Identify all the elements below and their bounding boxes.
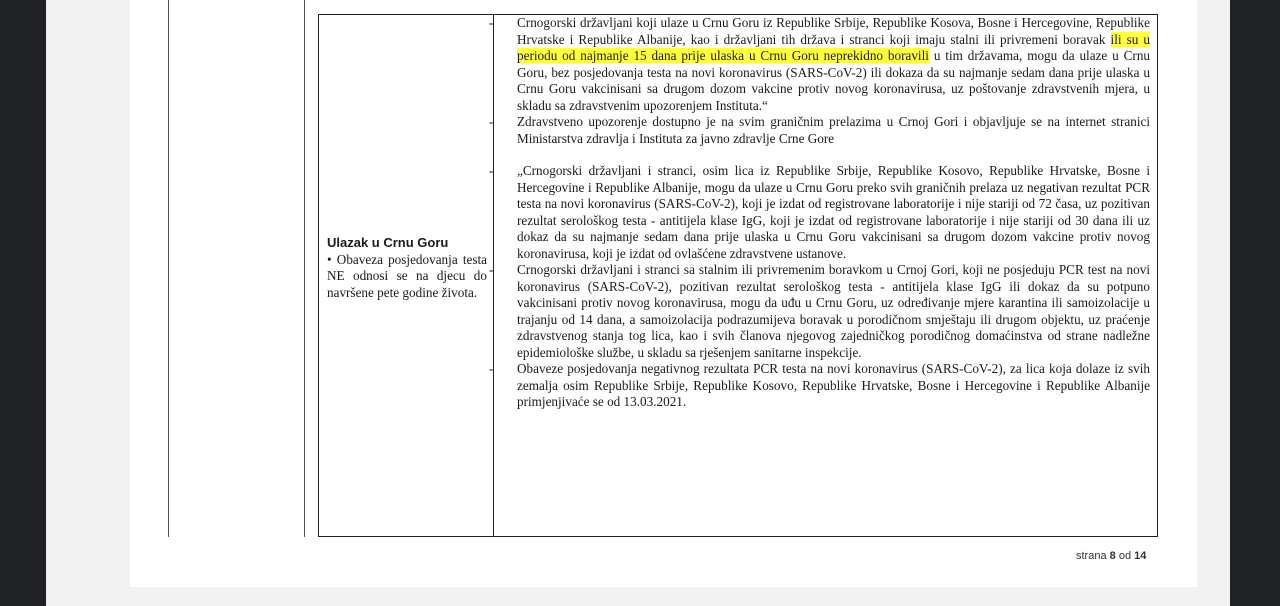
current-page: 8 [1109,550,1116,562]
list-item [489,262,1150,361]
list-item [489,114,1150,147]
category-title: Ulazak u Crnu Goru [327,235,449,250]
highlighted-text: ili su u periodu od najmanje 15 dana prije ulaska u Crnu Goru neprekidno boravili [517,31,1150,63]
item-text: u tim državama, mogu da ulaze u Crnu Goru, bez posjedovanja testa na novi koronavirus (SARS-CoV-2) ili dokaza da su najmanje sedam dana prije ulaska u Crnu Goru vakcinisani sa drugom dozom vakcine protiv novog koronavirusa, uz poštovanje zdravstvenih mjera, u skladu sa zdravstvenim upozorenjem Instituta.“ [517,48,1151,113]
dash-marker: - [489,114,494,129]
page-number-separator: od [1118,550,1132,562]
item-text: Obaveze posjedovanja negativnog rezultata PCR testa na novi koronavirus (SARS-CoV-2), za lica koja dolaze iz svih zemalja osim Republike Srbije, Republike Kosovo, Republike Hrvatske, Bosne i Hercegovine i Republike Albanije primjenjivaće se od 13.03.2021. [517,361,1150,409]
outer-table-left-border [168,0,169,537]
bullet-icon: • [327,251,332,267]
item-text: „Crnogorski državljani i stranci, osim lica iz Republike Srbije, Republike Kosovo, Republike Hrvatske, Bosne i Hercegovine i Republike Albanije, mogu da ulaze u Crnu Goru preko svih graničnih prelaza uz negativan rezultat PCR testa na novi koronavirus (SARS-CoV-2), koji je izdat od registrovane laboratorije i nije stariji od 72 časa, uz pozitivan rezultat serološkog testa - antitijela klase IgG, koji je izdat od registrovane laboratorije i nije stariji od 30 dana ili uz dokaz da su najmanje sedam dana prije ulaska u Crnu Goru vakcinisani sa drugom dozom vakcine protiv novog koronavirusa, koji je izdat od ovlašćene zdravstvene ustanove. [517,163,1150,261]
category-note [327,252,487,302]
category-note-text: Obaveza posjedovanja testa NE odnosi se na djecu do navršene pete godine života. [327,251,488,300]
dash-marker: - [489,163,494,178]
page-number-prefix: strana [1076,550,1107,562]
item-text: Zdravstveno upozorenje dostupno je na svim graničnim prelazima u Crnoj Gori i objavljuje se na internet stranici Ministarstva zdravlja i Instituta za javno zdravlje Crne Gore [517,114,1150,146]
list-item [489,163,1150,262]
outer-table-inner-border [304,0,305,537]
rules-cell [489,15,1151,411]
rules-table [318,14,1158,537]
item-text: Crnogorski državljani i stranci sa stalnim ili privremenim boravkom u Crnoj Gori, koji ne posjeduju PCR test na novi koronavirus (SARS-CoV-2), pozitivan rezultat serološkog testa - antitijela klase IgG ili dokaz da su potpuno vakcinisani protiv novog koronavirusa, mogu da uđu u Crnu Goru, uz određivanje mjere karantina ili samoizolacije u trajanju od 14 dana, a samoizolacija podrazumijeva boravak u porodičnom smještaju ili drugom objektu, uz praćenje zdravstvenog stanja tog lica, kao i svih članova njegovog zajedničkog porodičnog domaćinstva od strane nadležne epidemiološke službe, u skladu sa rješenjem sanitarne inspekcije. [517,262,1150,360]
dash-marker: - [489,262,494,277]
viewer-right-margin [1230,0,1280,606]
page-number [1076,550,1146,562]
item-text: Crnogorski državljani koji ulaze u Crnu Goru iz Republike Srbije, Republike Kosova, Bosne i Hercegovine, Republike Hrvatske i Republike Albanije, kao i državljani tih država i stranci koji imaju stalni ili privremeni boravak [517,15,1150,47]
viewer-left-margin [0,0,46,606]
spacer [517,147,1150,163]
dash-marker: - [489,15,494,30]
list-item [489,361,1150,411]
category-cell [327,235,487,301]
dash-marker: - [489,361,494,376]
list-item [489,15,1151,114]
total-pages: 14 [1134,550,1147,562]
